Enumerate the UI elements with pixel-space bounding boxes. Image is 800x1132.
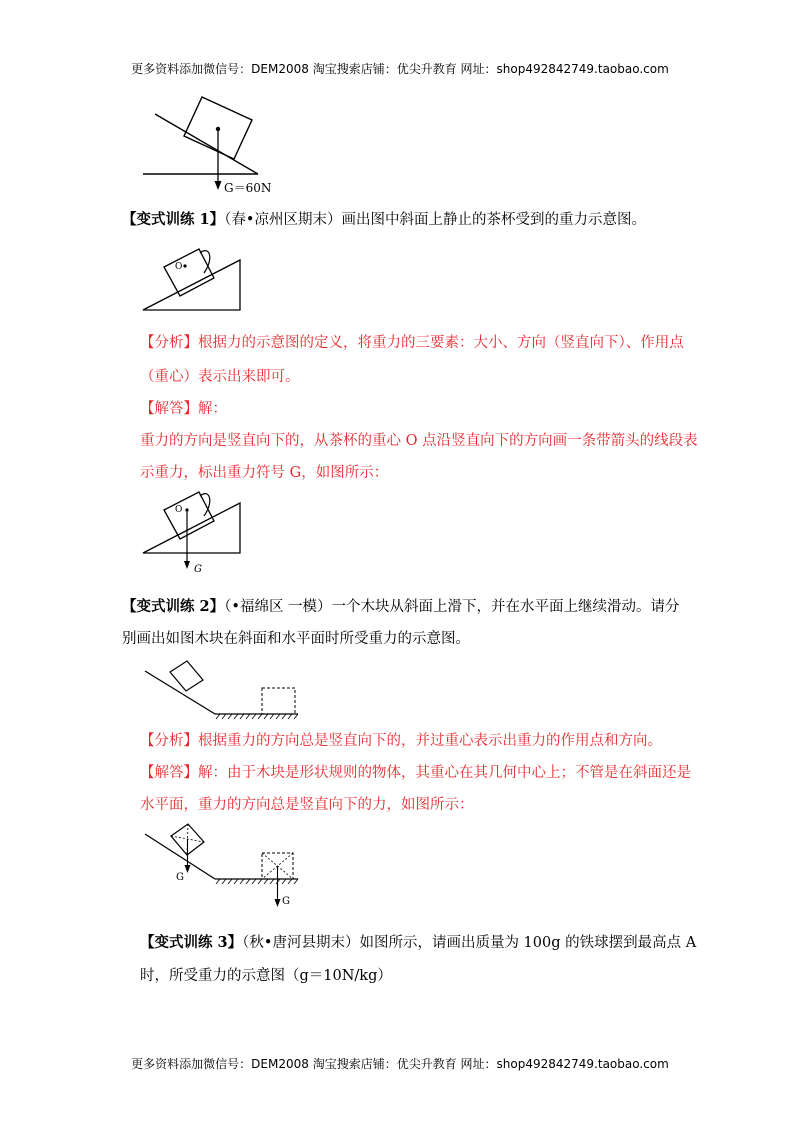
figure-block-slide	[140, 655, 305, 725]
figure-teacup-incline	[140, 245, 250, 315]
ex2-analysis-tag: 【分析】	[140, 733, 198, 749]
page-footer: 更多资料添加微信号：DEM2008 淘宝搜索店铺：优尖升教育 网址：shop492842749.taobao.com	[131, 1057, 669, 1071]
ex3-question-line2: 时，所受重力的示意图（g＝10N/kg）	[140, 968, 392, 984]
ex3-tag: 【变式训练 3】	[140, 934, 243, 951]
figure-block-gravity	[140, 818, 305, 918]
fig3-g-label: G	[194, 564, 202, 575]
ex1-analysis-line2: （重心）表示出来即可。	[140, 369, 300, 385]
ex1-text: （春•凉州区期末）画出图中斜面上静止的茶杯受到的重力示意图。	[224, 212, 646, 228]
fig2-point-label: O	[175, 262, 183, 272]
ex2-answer-line1: 【解答】解：由于木块是形状规则的物体，其重心在其几何中心上；不管是在斜面还是	[140, 765, 691, 781]
figure-teacup-gravity	[140, 488, 250, 580]
ex2-analysis: 【分析】根据重力的方向总是竖直向下的，并过重心表示出重力的作用点和方向。	[140, 733, 662, 749]
ex2-answer-line2: 水平面，重力的方向总是竖直向下的力，如图所示：	[140, 797, 474, 813]
ex2-question-line1: 【变式训练 2】（•福绵区 一模）一个木块从斜面上滑下，并在水平面上继续滑动。请分	[122, 598, 680, 615]
ex1-question	[122, 210, 646, 230]
ex2-question-line2: 别画出如图木块在斜面和水平面时所受重力的示意图。	[122, 631, 470, 647]
ex1-analysis-line1: 【分析】根据力的示意图的定义，将重力的三要素：大小、方向（竖直向下）、作用点	[140, 335, 684, 351]
ex1-analysis-tag: 【分析】	[140, 335, 198, 351]
figure-incline-block-g60n	[140, 92, 300, 202]
ex1-tag: 【变式训练 1】	[122, 211, 225, 228]
ex2-tag: 【变式训练 2】	[122, 598, 225, 615]
ex2-answer-tag: 【解答】	[140, 765, 198, 781]
ex3-question-line1: 【变式训练 3】（秋•唐河县期末）如图所示，请画出质量为 100g 的铁球摆到最高点 A	[140, 934, 697, 951]
ex1-answer-heading: 【解答】解：	[140, 401, 227, 417]
fig1-force-label: G＝60N	[224, 181, 272, 195]
ex1-answer-tag: 【解答】	[140, 401, 198, 417]
page-header: 更多资料添加微信号：DEM2008 淘宝搜索店铺：优尖升教育 网址：shop492842749.taobao.com	[131, 62, 669, 76]
fig3-point-label: O	[175, 505, 183, 515]
ex1-answer-line2: 示重力，标出重力符号 G，如图所示：	[140, 465, 389, 481]
ex1-answer-line1: 重力的方向是竖直向下的，从茶杯的重心 O 点沿竖直向下的方向画一条带箭头的线段表	[140, 433, 698, 449]
fig5-g-label-plane: G	[282, 896, 290, 907]
fig5-g-label-incline: G	[176, 872, 184, 883]
